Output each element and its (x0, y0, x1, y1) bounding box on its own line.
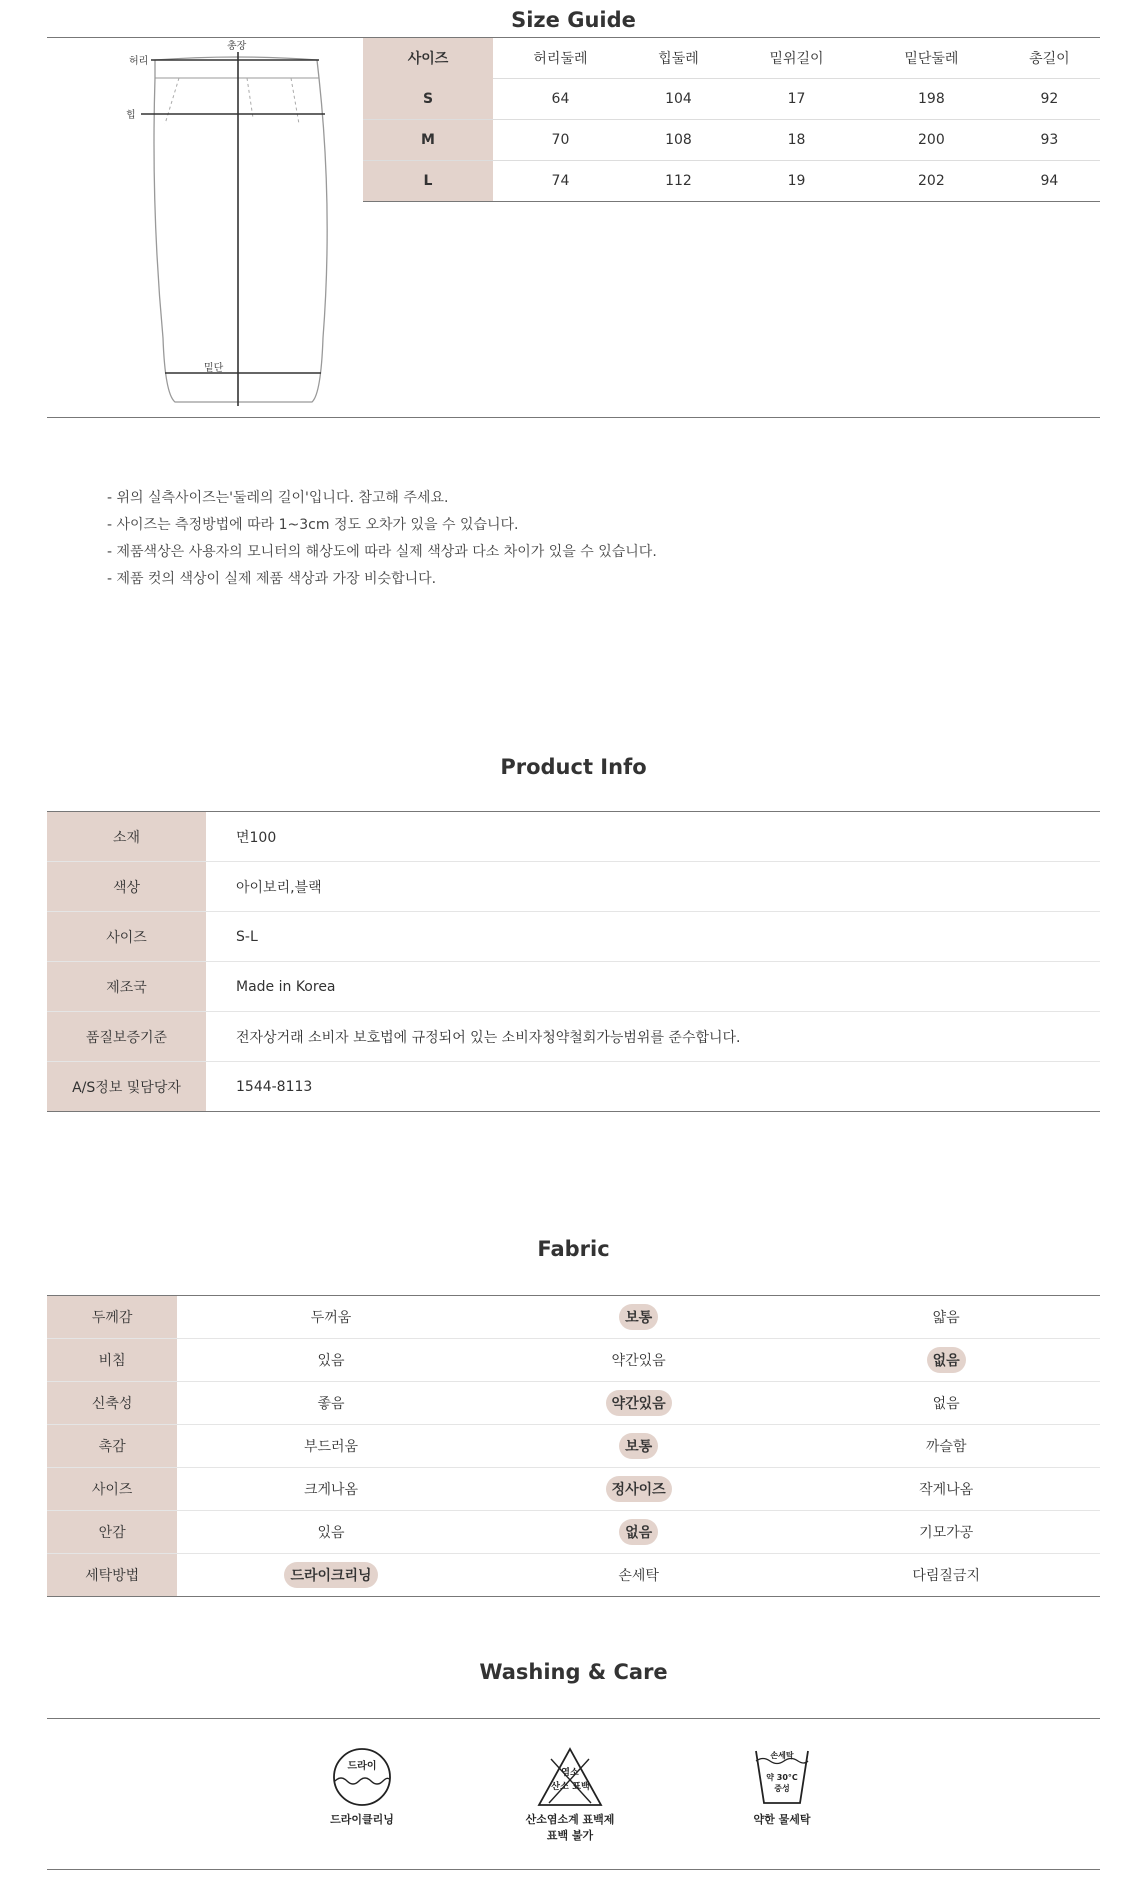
table-cell: 112 (628, 161, 729, 202)
fabric-option-cell (485, 1382, 793, 1425)
fabric-option-selected: 약간있음 (606, 1390, 672, 1416)
fabric-option-selected: 보통 (619, 1304, 658, 1330)
dry-clean-symbol-text: 드라이 (347, 1761, 377, 1772)
size-guide-section (47, 37, 1100, 418)
fabric-table (47, 1295, 1100, 1597)
table-cell: 200 (864, 120, 999, 161)
note-line: - 위의 실측사이즈는'둘레의 길이'입니다. 참고해 주세요. (107, 490, 449, 506)
fabric-option-cell (177, 1296, 485, 1339)
table-row (47, 1012, 1100, 1062)
washing-section (47, 1718, 1100, 1870)
fabric-option: 손세탁 (618, 1568, 659, 1584)
table-cell: 108 (628, 120, 729, 161)
info-value: 면100 (206, 812, 1100, 862)
fabric-option-cell (177, 1425, 485, 1468)
table-cell: 18 (729, 120, 864, 161)
hand-wash-icon (752, 1747, 812, 1807)
bleach-symbol-text-3: 표백 (572, 1782, 590, 1792)
info-label: 색상 (47, 862, 206, 912)
fabric-option: 까슬함 (925, 1439, 967, 1455)
table-row (47, 1339, 1100, 1382)
table-row (47, 962, 1100, 1012)
size-header-hip: 힙둘레 (628, 38, 729, 79)
info-label: A/S정보 및담당자 (47, 1062, 206, 1112)
fabric-option-cell (792, 1425, 1100, 1468)
product-info-table (47, 811, 1100, 1112)
table-row (47, 1425, 1100, 1468)
info-label: 제조국 (47, 962, 206, 1012)
size-table-header (363, 38, 1100, 79)
fabric-option-cell (485, 1468, 793, 1511)
info-value: S-L (206, 912, 1100, 962)
info-label: 품질보증기준 (47, 1012, 206, 1062)
fabric-option-cell (177, 1511, 485, 1554)
fabric-option-cell (792, 1382, 1100, 1425)
fabric-option: 없음 (932, 1396, 960, 1412)
hand-wash-symbol-text-2: 약 30°C (766, 1773, 798, 1782)
dry-clean-icon (332, 1747, 392, 1807)
fabric-option-cell (177, 1339, 485, 1382)
info-label: 사이즈 (47, 912, 206, 962)
size-notes (107, 485, 657, 593)
hip-label: 힙 (126, 110, 136, 121)
fabric-label: 두께감 (47, 1296, 177, 1339)
size-guide-title: Size Guide (511, 8, 636, 32)
note-line: - 제품 컷의 색상이 실제 제품 색상과 가장 비슷합니다. (107, 571, 437, 587)
size-header-rise: 밑위길이 (729, 38, 864, 79)
fabric-option: 기모가공 (919, 1525, 974, 1541)
bleach-symbol-text-2: 산소 (551, 1782, 569, 1792)
table-cell: 202 (864, 161, 999, 202)
size-cell: L (363, 161, 493, 202)
size-cell: S (363, 79, 493, 120)
table-cell: 19 (729, 161, 864, 202)
fabric-option: 얇음 (932, 1310, 960, 1326)
table-row (47, 1468, 1100, 1511)
table-cell: 94 (999, 161, 1100, 202)
fabric-option-cell (792, 1468, 1100, 1511)
fabric-option: 작게나옴 (919, 1482, 974, 1498)
hand-wash-symbol-text-1: 손세탁 (770, 1751, 794, 1760)
fabric-option-selected: 드라이크리닝 (284, 1562, 377, 1588)
table-row (363, 120, 1100, 161)
fabric-option-cell (792, 1296, 1100, 1339)
size-header-size: 사이즈 (363, 38, 493, 79)
fabric-option-selected: 없음 (927, 1347, 966, 1373)
table-row (47, 1296, 1100, 1339)
product-info-title: Product Info (500, 755, 647, 779)
table-cell: 198 (864, 79, 999, 120)
fabric-label: 사이즈 (47, 1468, 177, 1511)
info-value: Made in Korea (206, 962, 1100, 1012)
table-row (47, 1511, 1100, 1554)
note-line: - 제품색상은 사용자의 모니터의 해상도에 따라 실제 색상과 다소 차이가 있을 수 있습니다. (107, 544, 657, 560)
table-cell: 93 (999, 120, 1100, 161)
hand-wash-symbol-text-3: 중성 (774, 1784, 790, 1793)
fabric-label: 신축성 (47, 1382, 177, 1425)
size-cell: M (363, 120, 493, 161)
table-row (47, 1062, 1100, 1112)
total-length-label: 총장 (227, 41, 247, 52)
table-cell: 70 (493, 120, 628, 161)
care-item-dry-clean (297, 1747, 427, 1827)
fabric-option-cell (177, 1554, 485, 1597)
fabric-option: 두꺼움 (310, 1310, 352, 1326)
fabric-option-cell (177, 1382, 485, 1425)
care-item-hand-wash (717, 1747, 847, 1827)
fabric-option-cell (792, 1511, 1100, 1554)
no-bleach-icon (537, 1747, 603, 1807)
table-row (47, 862, 1100, 912)
table-row (47, 1382, 1100, 1425)
note-line: - 사이즈는 측정방법에 따라 1~3cm 정도 오차가 있을 수 있습니다. (107, 517, 519, 533)
table-cell: 104 (628, 79, 729, 120)
skirt-diagram (47, 38, 410, 417)
fabric-title: Fabric (537, 1237, 610, 1261)
fabric-option-selected: 정사이즈 (606, 1476, 672, 1502)
size-header-waist: 허리둘레 (493, 38, 628, 79)
fabric-label: 비침 (47, 1339, 177, 1382)
fabric-option-cell (792, 1554, 1100, 1597)
fabric-option-cell (177, 1468, 485, 1511)
fabric-label: 촉감 (47, 1425, 177, 1468)
fabric-option-cell (485, 1511, 793, 1554)
fabric-option-cell (485, 1339, 793, 1382)
fabric-option-cell (485, 1554, 793, 1597)
care-caption: 산소염소계 표백제 표백 불가 (525, 1813, 615, 1842)
info-label: 소재 (47, 812, 206, 862)
info-value: 아이보리,블랙 (206, 862, 1100, 912)
fabric-option: 있음 (317, 1353, 345, 1369)
fabric-option: 다림질금지 (912, 1568, 980, 1584)
fabric-label: 세탁방법 (47, 1554, 177, 1597)
waist-label: 허리 (129, 56, 149, 67)
table-cell: 92 (999, 79, 1100, 120)
fabric-option: 부드러움 (303, 1439, 359, 1455)
care-caption: 약한 물세탁 (753, 1813, 811, 1826)
table-row (47, 812, 1100, 862)
table-cell: 64 (493, 79, 628, 120)
table-row (363, 161, 1100, 202)
hem-label: 밑단 (204, 363, 224, 374)
fabric-option-selected: 보통 (619, 1433, 658, 1459)
fabric-option: 있음 (317, 1525, 345, 1541)
info-value: 전자상거래 소비자 보호법에 규정되어 있는 소비자청약철회가능범위를 준수합니다. (206, 1012, 1100, 1062)
fabric-option-cell (485, 1425, 793, 1468)
fabric-option: 좋음 (317, 1396, 345, 1412)
bleach-symbol-text-1: 염소 (561, 1768, 579, 1778)
info-value: 1544-8113 (236, 1078, 313, 1095)
table-row (363, 79, 1100, 120)
fabric-label: 안감 (47, 1511, 177, 1554)
care-item-no-bleach (505, 1747, 635, 1843)
table-cell: 74 (493, 161, 628, 202)
fabric-option: 크게나옴 (303, 1482, 359, 1498)
size-header-hem: 밑단둘레 (864, 38, 999, 79)
washing-title: Washing & Care (479, 1660, 668, 1684)
fabric-option-selected: 없음 (619, 1519, 658, 1545)
fabric-option: 약간있음 (611, 1353, 666, 1369)
table-row (47, 912, 1100, 962)
fabric-option-cell (485, 1296, 793, 1339)
care-caption: 드라이클리닝 (330, 1813, 394, 1826)
table-cell: 17 (729, 79, 864, 120)
size-table (363, 38, 1100, 202)
table-row (47, 1554, 1100, 1597)
size-header-length: 총길이 (999, 38, 1100, 79)
fabric-option-cell (792, 1339, 1100, 1382)
